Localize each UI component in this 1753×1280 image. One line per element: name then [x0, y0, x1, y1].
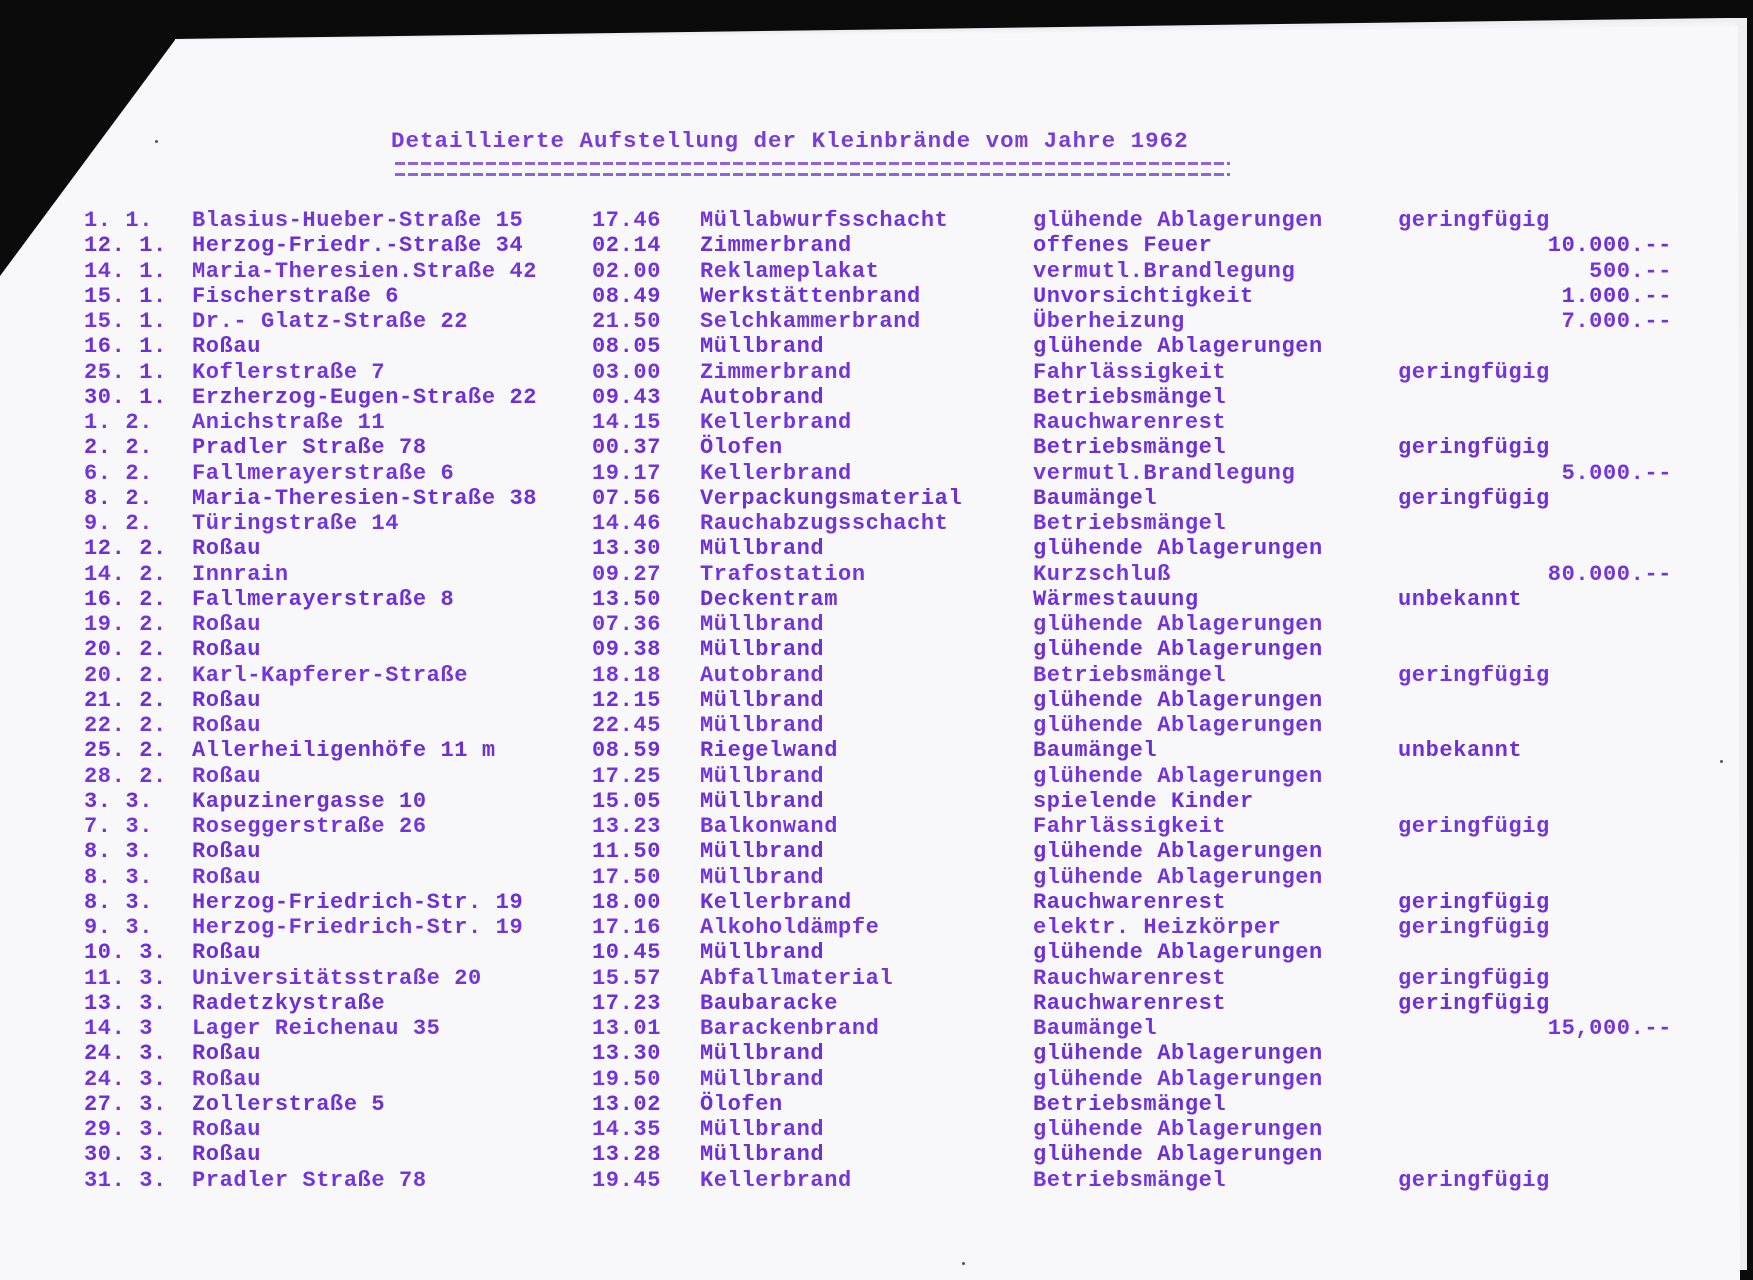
incident-damage: geringfügig	[1398, 485, 1550, 511]
incident-time: 15.57	[592, 965, 662, 991]
incident-row	[0, 663, 1700, 688]
incident-type: Müllbrand	[700, 839, 825, 865]
incident-cause: Unvorsichtigkeit	[1033, 283, 1254, 309]
incident-time: 14.35	[592, 1117, 662, 1142]
incident-cause: Fahrlässigkeit	[1033, 814, 1227, 839]
incident-type: Alkoholdämpfe	[700, 915, 880, 940]
incident-row	[0, 309, 1700, 334]
incident-date: 14. 2.	[84, 561, 167, 587]
incident-time: 15.05	[592, 788, 662, 814]
incident-damage: unbekannt	[1398, 586, 1523, 612]
incident-row	[0, 511, 1700, 536]
incident-street: Herzog-Friedrich-Str. 19	[192, 889, 524, 915]
incident-cause: Betriebsmängel	[1033, 1091, 1227, 1117]
document-title: Detaillierte Aufstellung der Kleinbrände vom Jahre 1962	[391, 128, 1189, 154]
incident-cause: Rauchwarenrest	[1033, 889, 1227, 915]
incident-time: 09.27	[592, 561, 662, 587]
incident-date: 10. 3.	[84, 940, 167, 966]
incident-row	[0, 435, 1700, 460]
incident-cause: Kurzschluß	[1033, 561, 1172, 587]
incident-time: 02.14	[592, 233, 662, 259]
paper-speck	[962, 1262, 965, 1265]
incident-date: 6. 2.	[84, 460, 154, 486]
incident-street: Herzog-Friedr.-Straße 34	[192, 233, 524, 259]
incident-date: 1. 2.	[84, 410, 154, 435]
incident-time: 19.17	[592, 460, 662, 486]
paper-speck	[1720, 760, 1723, 763]
incident-cause: Betriebsmängel	[1033, 1167, 1227, 1193]
incident-date: 25. 1.	[84, 359, 167, 385]
incident-time: 13.50	[592, 586, 662, 612]
incident-amount: 15,000.--	[1547, 1016, 1672, 1041]
incident-damage: geringfügig	[1398, 965, 1550, 991]
incident-date: 8. 3.	[84, 839, 154, 865]
incident-row	[0, 1016, 1700, 1041]
incident-row	[0, 915, 1700, 940]
incident-row	[0, 1041, 1700, 1066]
incident-street: Lager Reichenau 35	[192, 1016, 441, 1041]
incident-cause: Rauchwarenrest	[1033, 410, 1227, 435]
incident-cause: Betriebsmängel	[1033, 662, 1227, 688]
incident-type: Trafostation	[700, 561, 866, 587]
incident-date: 24. 3.	[84, 1041, 167, 1067]
incident-row	[0, 334, 1700, 359]
incident-date: 29. 3.	[84, 1117, 167, 1142]
incident-date: 3. 3.	[84, 788, 154, 814]
incident-type: Ölofen	[700, 435, 783, 461]
incident-type: Reklameplakat	[700, 258, 880, 284]
incident-damage: unbekannt	[1398, 738, 1523, 764]
incident-date: 16. 1.	[84, 334, 167, 360]
incident-type: Müllbrand	[700, 687, 825, 713]
incident-row	[0, 1067, 1700, 1092]
incident-street: Roßau	[192, 864, 262, 890]
incident-damage: geringfügig	[1398, 662, 1550, 688]
incident-type: Müllbrand	[700, 864, 825, 890]
incident-cause: glühende Ablagerungen	[1033, 1066, 1323, 1092]
incident-type: Müllbrand	[700, 1117, 825, 1142]
incident-street: Roßau	[192, 763, 262, 789]
incident-cause: spielende Kinder	[1033, 788, 1254, 814]
incident-date: 22. 2.	[84, 713, 167, 738]
incident-type: Rauchabzugsschacht	[700, 511, 949, 536]
incident-time: 13.30	[592, 536, 662, 562]
incident-type: Baubaracke	[700, 990, 839, 1016]
incident-row	[0, 385, 1700, 410]
incident-cause: Betriebsmängel	[1033, 511, 1227, 536]
incident-cause: glühende Ablagerungen	[1033, 713, 1323, 738]
incident-damage: geringfügig	[1398, 990, 1550, 1016]
incident-street: Fallmerayerstraße 8	[192, 586, 455, 612]
incident-time: 13.23	[592, 814, 662, 839]
incident-row	[0, 208, 1700, 233]
incident-date: 20. 2.	[84, 662, 167, 688]
incident-street: Roßau	[192, 839, 262, 865]
incident-row	[0, 1168, 1700, 1193]
incident-street: Roseggerstraße 26	[192, 814, 427, 839]
incident-date: 12. 2.	[84, 536, 167, 562]
incident-damage: geringfügig	[1398, 889, 1550, 915]
incident-street: Roßau	[192, 1041, 262, 1067]
incident-time: 07.56	[592, 485, 662, 511]
incident-time: 09.43	[592, 384, 662, 410]
incident-street: Herzog-Friedrich-Str. 19	[192, 915, 524, 940]
incident-type: Verpackungsmaterial	[700, 485, 963, 511]
incident-date: 21. 2.	[84, 687, 167, 713]
incident-street: Roßau	[192, 334, 262, 360]
incident-row	[0, 461, 1700, 486]
incident-street: Roßau	[192, 612, 262, 637]
incident-type: Kellerbrand	[700, 1167, 852, 1193]
incident-street: Allerheiligenhöfe 11 m	[192, 738, 496, 764]
incident-date: 15. 1.	[84, 283, 167, 309]
incident-type: Müllbrand	[700, 1041, 825, 1067]
incident-street: Roßau	[192, 536, 262, 562]
incident-time: 13.02	[592, 1091, 662, 1117]
incident-type: Müllbrand	[700, 713, 825, 738]
incident-street: Roßau	[192, 637, 262, 663]
incident-row	[0, 839, 1700, 864]
incident-street: Innrain	[192, 561, 289, 587]
incident-cause: Baumängel	[1033, 738, 1158, 764]
incident-time: 18.18	[592, 662, 662, 688]
incident-street: Türingstraße 14	[192, 511, 400, 536]
incident-cause: Betriebsmängel	[1033, 384, 1227, 410]
incident-time: 08.59	[592, 738, 662, 764]
incident-street: Dr.- Glatz-Straße 22	[192, 309, 469, 334]
incident-cause: glühende Ablagerungen	[1033, 612, 1323, 637]
incident-amount: 10.000.--	[1547, 233, 1672, 259]
incident-time: 17.25	[592, 763, 662, 789]
incident-damage: geringfügig	[1398, 359, 1550, 385]
incident-type: Müllbrand	[700, 1066, 825, 1092]
incident-damage: geringfügig	[1398, 208, 1550, 233]
incident-cause: Wärmestauung	[1033, 586, 1199, 612]
incident-row	[0, 1092, 1700, 1117]
incident-time: 07.36	[592, 612, 662, 637]
incident-date: 27. 3.	[84, 1091, 167, 1117]
incident-type: Zimmerbrand	[700, 233, 852, 259]
paper-speck	[155, 140, 158, 143]
incident-damage: geringfügig	[1398, 814, 1550, 839]
incident-date: 8. 2.	[84, 485, 154, 511]
incident-cause: Baumängel	[1033, 1016, 1158, 1041]
incident-time: 11.50	[592, 839, 662, 865]
incident-date: 31. 3.	[84, 1167, 167, 1193]
incident-date: 24. 3.	[84, 1066, 167, 1092]
incident-row	[0, 890, 1700, 915]
incident-street: Pradler Straße 78	[192, 435, 427, 461]
incident-time: 13.01	[592, 1016, 662, 1041]
incident-row	[0, 738, 1700, 763]
incident-cause: Rauchwarenrest	[1033, 990, 1227, 1016]
incident-cause: glühende Ablagerungen	[1033, 1142, 1323, 1168]
incident-time: 18.00	[592, 889, 662, 915]
incident-street: Pradler Straße 78	[192, 1167, 427, 1193]
incident-row	[0, 612, 1700, 637]
incident-type: Müllbrand	[700, 763, 825, 789]
incident-type: Müllbrand	[700, 637, 825, 663]
incident-row	[0, 259, 1700, 284]
incident-damage: geringfügig	[1398, 915, 1550, 940]
incident-street: Erzherzog-Eugen-Straße 22	[192, 384, 538, 410]
incident-row	[0, 865, 1700, 890]
incident-cause: glühende Ablagerungen	[1033, 208, 1323, 233]
incident-type: Kellerbrand	[700, 889, 852, 915]
incident-date: 13. 3.	[84, 990, 167, 1016]
incident-street: Fischerstraße 6	[192, 283, 400, 309]
incident-cause: glühende Ablagerungen	[1033, 637, 1323, 663]
incident-row	[0, 562, 1700, 587]
incident-cause: elektr. Heizkörper	[1033, 915, 1282, 940]
incident-cause: glühende Ablagerungen	[1033, 864, 1323, 890]
incident-cause: glühende Ablagerungen	[1033, 687, 1323, 713]
incident-type: Ölofen	[700, 1091, 783, 1117]
incident-date: 14. 1.	[84, 258, 167, 284]
incident-street: Roßau	[192, 1142, 262, 1168]
incident-type: Müllbrand	[700, 536, 825, 562]
incident-type: Müllbrand	[700, 612, 825, 637]
incident-type: Werkstättenbrand	[700, 283, 921, 309]
incident-time: 08.49	[592, 283, 662, 309]
incident-street: Maria-Theresien.Straße 42	[192, 258, 538, 284]
incident-cause: vermutl.Brandlegung	[1033, 460, 1296, 486]
incident-time: 21.50	[592, 309, 662, 334]
incident-type: Müllabwurfsschacht	[700, 208, 949, 233]
incident-street: Kapuzinergasse 10	[192, 788, 427, 814]
incident-row	[0, 991, 1700, 1016]
incident-type: Autobrand	[700, 662, 825, 688]
incident-date: 25. 2.	[84, 738, 167, 764]
incident-time: 19.45	[592, 1167, 662, 1193]
incident-date: 30. 3.	[84, 1142, 167, 1168]
fire-incident-list	[0, 208, 1700, 1193]
incident-date: 2. 2.	[84, 435, 154, 461]
incident-time: 19.50	[592, 1066, 662, 1092]
incident-row	[0, 713, 1700, 738]
incident-row	[0, 764, 1700, 789]
incident-date: 20. 2.	[84, 637, 167, 663]
incident-time: 13.28	[592, 1142, 662, 1168]
incident-row	[0, 637, 1700, 662]
incident-time: 17.50	[592, 864, 662, 890]
incident-cause: glühende Ablagerungen	[1033, 940, 1323, 966]
incident-date: 8. 3.	[84, 889, 154, 915]
incident-street: Roßau	[192, 1066, 262, 1092]
incident-time: 17.23	[592, 990, 662, 1016]
incident-type: Barackenbrand	[700, 1016, 880, 1041]
incident-row	[0, 410, 1700, 435]
incident-time: 12.15	[592, 687, 662, 713]
incident-amount: 80.000.--	[1547, 561, 1672, 587]
incident-type: Kellerbrand	[700, 410, 852, 435]
incident-street: Blasius-Hueber-Straße 15	[192, 208, 524, 233]
incident-type: Abfallmaterial	[700, 965, 894, 991]
incident-row	[0, 233, 1700, 258]
incident-row	[0, 1117, 1700, 1142]
incident-time: 08.05	[592, 334, 662, 360]
incident-street: Radetzkystraße	[192, 990, 386, 1016]
incident-cause: glühende Ablagerungen	[1033, 536, 1323, 562]
incident-time: 03.00	[592, 359, 662, 385]
incident-time: 22.45	[592, 713, 662, 738]
incident-date: 30. 1.	[84, 384, 167, 410]
incident-type: Deckentram	[700, 586, 839, 612]
incident-row	[0, 789, 1700, 814]
incident-street: Maria-Theresien-Straße 38	[192, 485, 538, 511]
incident-type: Müllbrand	[700, 334, 825, 360]
incident-date: 9. 2.	[84, 511, 154, 536]
incident-damage: geringfügig	[1398, 435, 1550, 461]
incident-cause: Überheizung	[1033, 309, 1185, 334]
incident-time: 17.46	[592, 208, 662, 233]
incident-date: 14. 3	[84, 1016, 154, 1041]
incident-cause: Betriebsmängel	[1033, 435, 1227, 461]
incident-street: Universitätsstraße 20	[192, 965, 482, 991]
incident-cause: glühende Ablagerungen	[1033, 763, 1323, 789]
incident-row	[0, 536, 1700, 561]
title-double-underline	[395, 162, 1230, 176]
incident-date: 19. 2.	[84, 612, 167, 637]
incident-type: Autobrand	[700, 384, 825, 410]
incident-type: Müllbrand	[700, 940, 825, 966]
incident-time: 13.30	[592, 1041, 662, 1067]
incident-street: Roßau	[192, 1117, 262, 1142]
incident-type: Kellerbrand	[700, 460, 852, 486]
incident-row	[0, 814, 1700, 839]
incident-amount: 7.000.--	[1561, 309, 1672, 334]
incident-cause: Rauchwarenrest	[1033, 965, 1227, 991]
incident-cause: Baumängel	[1033, 485, 1158, 511]
incident-cause: vermutl.Brandlegung	[1033, 258, 1296, 284]
incident-row	[0, 284, 1700, 309]
incident-time: 02.00	[592, 258, 662, 284]
incident-time: 17.16	[592, 915, 662, 940]
incident-cause: Fahrlässigkeit	[1033, 359, 1227, 385]
incident-row	[0, 940, 1700, 965]
incident-cause: glühende Ablagerungen	[1033, 1117, 1323, 1142]
incident-street: Karl-Kapferer-Straße	[192, 662, 469, 688]
incident-row	[0, 360, 1700, 385]
incident-row	[0, 688, 1700, 713]
incident-type: Müllbrand	[700, 788, 825, 814]
incident-street: Roßau	[192, 713, 262, 738]
incident-street: Anichstraße 11	[192, 410, 386, 435]
incident-time: 14.15	[592, 410, 662, 435]
incident-time: 14.46	[592, 511, 662, 536]
incident-date: 16. 2.	[84, 586, 167, 612]
incident-row	[0, 587, 1700, 612]
incident-cause: glühende Ablagerungen	[1033, 839, 1323, 865]
incident-cause: offenes Feuer	[1033, 233, 1213, 259]
incident-date: 11. 3.	[84, 965, 167, 991]
incident-date: 7. 3.	[84, 814, 154, 839]
incident-row	[0, 1142, 1700, 1167]
incident-time: 09.38	[592, 637, 662, 663]
incident-date: 12. 1.	[84, 233, 167, 259]
incident-row	[0, 966, 1700, 991]
incident-time: 00.37	[592, 435, 662, 461]
incident-date: 15. 1.	[84, 309, 167, 334]
incident-street: Roßau	[192, 940, 262, 966]
incident-date: 1. 1.	[84, 208, 154, 233]
incident-amount: 1.000.--	[1561, 283, 1672, 309]
incident-row	[0, 486, 1700, 511]
incident-cause: glühende Ablagerungen	[1033, 1041, 1323, 1067]
incident-street: Fallmerayerstraße 6	[192, 460, 455, 486]
incident-damage: geringfügig	[1398, 1167, 1550, 1193]
incident-time: 10.45	[592, 940, 662, 966]
incident-type: Müllbrand	[700, 1142, 825, 1168]
incident-type: Zimmerbrand	[700, 359, 852, 385]
incident-street: Roßau	[192, 687, 262, 713]
incident-cause: glühende Ablagerungen	[1033, 334, 1323, 360]
incident-type: Selchkammerbrand	[700, 309, 921, 334]
incident-date: 28. 2.	[84, 763, 167, 789]
incident-type: Balkonwand	[700, 814, 839, 839]
incident-type: Riegelwand	[700, 738, 839, 764]
incident-date: 8. 3.	[84, 864, 154, 890]
incident-street: Koflerstraße 7	[192, 359, 386, 385]
incident-amount: 5.000.--	[1561, 460, 1672, 486]
incident-date: 9. 3.	[84, 915, 154, 940]
incident-street: Zollerstraße 5	[192, 1091, 386, 1117]
incident-amount: 500.--	[1589, 258, 1672, 284]
